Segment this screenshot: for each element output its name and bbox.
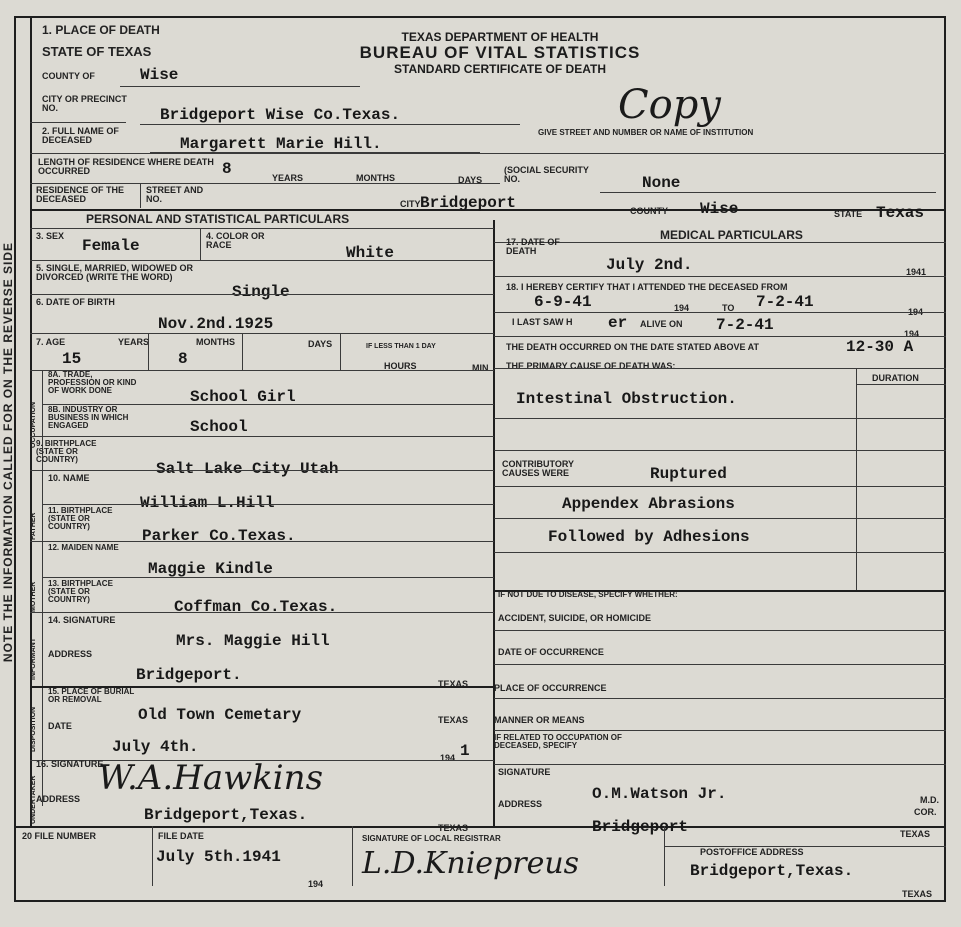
rule-ap bbox=[152, 826, 153, 886]
undertaker-address-label: ADDRESS bbox=[36, 794, 81, 804]
last-saw-suffix-value: er bbox=[608, 314, 628, 332]
from-year-label: 194 bbox=[674, 303, 690, 313]
alive-on-value: 7-2-41 bbox=[716, 316, 774, 334]
time-value: 12-30 A bbox=[846, 338, 914, 356]
less-than-day-label: IF LESS THAN 1 DAY bbox=[366, 343, 436, 350]
rule-am bbox=[494, 698, 946, 699]
date-death-value: July 2nd. bbox=[606, 256, 693, 274]
mother-birthplace-label: 13. BIRTHPLACE (STATE OR COUNTRY) bbox=[48, 579, 113, 604]
min-label: MIN bbox=[472, 363, 489, 373]
not-disease-label: IF NOT DUE TO DISEASE, SPECIFY WHETHER: bbox=[498, 590, 678, 599]
rule-ai bbox=[494, 552, 946, 553]
po-address-label: POSTOFFICE ADDRESS bbox=[700, 847, 804, 857]
primary-cause-value: Intestinal Obstruction. bbox=[516, 390, 737, 408]
rule-t bbox=[30, 541, 494, 542]
rule-ab bbox=[494, 368, 946, 369]
physician-signature-label: SIGNATURE bbox=[498, 767, 551, 777]
residence-length-label: LENGTH OF RESIDENCE WHERE DEATH OCCURRED bbox=[38, 157, 214, 176]
rule-ak bbox=[494, 630, 946, 631]
last-saw-label: I LAST SAW H bbox=[512, 317, 573, 327]
contrib3-value: Followed by Adhesions bbox=[548, 528, 750, 546]
age-years-value: 15 bbox=[62, 350, 82, 368]
months-label: MONTHS bbox=[356, 173, 395, 183]
alive-on-label: ALIVE ON bbox=[640, 319, 683, 329]
rule-r bbox=[30, 470, 494, 471]
rule-aq bbox=[352, 826, 353, 886]
informant-value: Mrs. Maggie Hill bbox=[176, 632, 330, 650]
marital-value: Single bbox=[232, 283, 290, 301]
file-number-label: 20 FILE NUMBER bbox=[22, 831, 97, 841]
undertaker-address-value: Bridgeport,Texas. bbox=[144, 806, 308, 824]
po-texas-label: TEXAS bbox=[902, 889, 933, 899]
contributory-label: CONTRIBUTORY CAUSES WERE bbox=[502, 459, 574, 478]
contrib1-value: Ruptured bbox=[650, 465, 727, 483]
copy-mark: Copy bbox=[618, 82, 721, 128]
res-city-label: CITY bbox=[400, 199, 421, 209]
county-line bbox=[120, 86, 360, 87]
undertaker-vertical-label: UNDERTAKER bbox=[30, 775, 37, 824]
rule-c bbox=[30, 183, 500, 184]
date-death-label: 17. DATE OF DEATH bbox=[506, 237, 560, 256]
rule-u bbox=[42, 577, 494, 578]
years-label: YEARS bbox=[272, 173, 304, 183]
mother-vertical-label: MOTHER bbox=[30, 581, 37, 612]
rule-d bbox=[140, 184, 141, 208]
full-name-label: 2. FULL NAME OF DECEASED bbox=[42, 126, 119, 145]
accident-label: ACCIDENT, SUICIDE, OR HOMICIDE bbox=[498, 613, 652, 623]
registrar-label: SIGNATURE OF LOCAL REGISTRAR bbox=[362, 834, 501, 843]
informant-texas-label: TEXAS bbox=[438, 679, 469, 689]
father-birthplace-label: 11. BIRTHPLACE (STATE OR COUNTRY) bbox=[48, 506, 113, 531]
rule-b bbox=[30, 153, 946, 154]
registrar-signature: L.D.Kniepreus bbox=[362, 846, 580, 881]
burial-label: 15. PLACE OF BURIAL OR REMOVAL bbox=[48, 687, 135, 704]
occupation-vertical-label: OCCUPATION bbox=[30, 401, 37, 448]
rule-g bbox=[200, 228, 201, 260]
age-months-value: 8 bbox=[178, 350, 188, 368]
father-name-label: 10. NAME bbox=[48, 473, 90, 483]
rule-ad bbox=[856, 384, 946, 385]
dept-title: TEXAS DEPARTMENT OF HEALTH bbox=[401, 30, 599, 44]
sex-label: 3. SEX bbox=[36, 231, 65, 241]
manner-label: MANNER OR MEANS bbox=[494, 715, 585, 725]
rule-z bbox=[494, 312, 946, 313]
mother-maiden-value: Maggie Kindle bbox=[148, 560, 273, 578]
industry-label: 8B. INDUSTRY OR BUSINESS IN WHICH ENGAGED bbox=[48, 405, 129, 430]
rule-ao bbox=[494, 764, 946, 765]
birthplace-value: Salt Lake City Utah bbox=[156, 460, 339, 478]
age-months-label: MONTHS bbox=[196, 337, 235, 347]
file-date-label: FILE DATE bbox=[158, 831, 204, 841]
res-state-label: STATE bbox=[834, 209, 863, 219]
cor-label: COR. bbox=[914, 807, 937, 817]
trade-label: 8A. TRADE, PROFESSION OR KIND OF WORK DONE bbox=[48, 370, 137, 395]
informant-address-label: ADDRESS bbox=[48, 649, 93, 659]
place-occurrence-label: PLACE OF OCCURRENCE bbox=[494, 683, 607, 693]
personal-section-header: PERSONAL AND STATISTICAL PARTICULARS bbox=[86, 212, 350, 226]
sex-value: Female bbox=[82, 237, 140, 255]
attended-to-value: 7-2-41 bbox=[756, 293, 814, 311]
social-line bbox=[600, 192, 936, 193]
social-value: None bbox=[642, 174, 681, 192]
residence-years-value: 8 bbox=[222, 160, 232, 178]
res-city-value: Bridgeport bbox=[420, 194, 517, 212]
undertaker-texas-label: TEXAS bbox=[438, 823, 469, 833]
rule-i bbox=[30, 294, 494, 295]
undertaker-signature: W.A.Hawkins bbox=[98, 758, 324, 798]
rule-ag bbox=[494, 486, 946, 487]
footer-divider bbox=[14, 826, 946, 828]
informant-address-value: Bridgeport. bbox=[136, 666, 242, 684]
city-label: CITY OR PRECINCT NO. bbox=[42, 94, 127, 113]
file-year-label: 194 bbox=[308, 879, 324, 889]
rule-aa bbox=[494, 336, 946, 337]
signature14-label: 14. SIGNATURE bbox=[48, 615, 116, 625]
po-address-value: Bridgeport,Texas. bbox=[690, 862, 854, 880]
county-value: Wise bbox=[140, 66, 179, 84]
rule-ae bbox=[494, 418, 946, 419]
contrib2-value: Appendex Abrasions bbox=[562, 495, 735, 513]
related-label: IF RELATED TO OCCUPATION OF DECEASED, SPECIFY bbox=[494, 733, 622, 750]
duration-label: DURATION bbox=[872, 373, 919, 383]
burial-date-value: July 4th. bbox=[112, 738, 199, 756]
primary-cause-label: THE PRIMARY CAUSE OF DEATH WAS: bbox=[506, 361, 676, 371]
rule-m bbox=[340, 334, 341, 370]
city-line bbox=[140, 124, 520, 125]
physician-address-value: Bridgeport bbox=[592, 818, 689, 836]
reverse-side-note: NOTE THE INFORMATION CALLED FOR ON THE REVERSE SIDE bbox=[1, 241, 15, 663]
mother-birthplace-value: Coffman Co.Texas. bbox=[174, 598, 338, 616]
md-label: M.D. bbox=[920, 795, 939, 805]
rule-y bbox=[494, 276, 946, 277]
age-label: 7. AGE bbox=[36, 337, 66, 347]
father-name-value: William L.Hill bbox=[140, 494, 275, 512]
race-value: White bbox=[346, 244, 395, 262]
rule-k bbox=[148, 334, 149, 370]
full-name-value: Margarett Marie Hill. bbox=[180, 135, 382, 153]
rule-a bbox=[30, 122, 126, 123]
marital-label: 5. SINGLE, MARRIED, WIDOWED OR DIVORCED (WRITE THE WORD) bbox=[36, 263, 194, 282]
burial-year-value: 1 bbox=[460, 742, 470, 760]
death-year-value: 1941 bbox=[906, 267, 927, 277]
hours-label: HOURS bbox=[384, 361, 417, 371]
disposition-vertical-label: DISPOSITION bbox=[30, 706, 37, 752]
certify-label: 18. I HEREBY CERTIFY THAT I ATTENDED THE DECEASED FROM bbox=[506, 282, 788, 292]
rule-ah bbox=[494, 518, 946, 519]
social-label: (SOCIAL SECURITY NO. bbox=[504, 165, 589, 184]
file-date-value: July 5th.1941 bbox=[156, 848, 281, 866]
dob-label: 6. DATE OF BIRTH bbox=[36, 297, 115, 307]
days-label: DAYS bbox=[458, 175, 483, 185]
rule-h bbox=[30, 260, 494, 261]
rule-al bbox=[494, 664, 946, 665]
rule-j bbox=[30, 333, 494, 334]
street-note: GIVE STREET AND NUMBER OR NAME OF INSTITUTION bbox=[538, 128, 754, 137]
dob-value: Nov.2nd.1925 bbox=[158, 315, 274, 333]
rule-s bbox=[42, 504, 494, 505]
date-occurrence-label: DATE OF OCCURRENCE bbox=[498, 647, 604, 657]
age-years-label: YEARS bbox=[118, 337, 150, 347]
certificate-title: STANDARD CERTIFICATE OF DEATH bbox=[394, 62, 606, 76]
bureau-title: BUREAU OF VITAL STATISTICS bbox=[359, 43, 641, 62]
attended-from-value: 6-9-41 bbox=[534, 293, 592, 311]
alive-year-label: 194 bbox=[904, 329, 920, 339]
burial-year-label: 194 bbox=[440, 753, 456, 763]
residence-label: RESIDENCE OF THE DECEASED bbox=[36, 185, 125, 204]
medical-section-header: MEDICAL PARTICULARS bbox=[660, 228, 803, 242]
birthplace-label: 9. BIRTHPLACE (STATE OR COUNTRY) bbox=[36, 439, 97, 464]
mother-maiden-label: 12. MAIDEN NAME bbox=[48, 543, 119, 552]
res-state-value: Texas bbox=[876, 204, 925, 222]
physician-texas-label: TEXAS bbox=[900, 829, 931, 839]
burial-date-label: DATE bbox=[48, 721, 72, 731]
rule-q bbox=[30, 436, 494, 437]
rule-l bbox=[242, 334, 243, 370]
street-label: STREET AND NO. bbox=[146, 185, 204, 204]
burial-texas-label: TEXAS bbox=[438, 715, 469, 725]
rule-an bbox=[494, 730, 946, 731]
trade-value: School Girl bbox=[190, 388, 296, 406]
rule-ar bbox=[664, 826, 665, 886]
res-county-label: COUNTY bbox=[630, 206, 668, 216]
informant-vertical-label: INFORMANT bbox=[30, 638, 37, 680]
physician-address-label: ADDRESS bbox=[498, 799, 543, 809]
rule-ac bbox=[856, 368, 857, 590]
to-label: TO bbox=[722, 303, 735, 313]
father-vertical-label: FATHER bbox=[30, 512, 37, 540]
to-year-label: 194 bbox=[908, 307, 924, 317]
father-birthplace-value: Parker Co.Texas. bbox=[142, 527, 296, 545]
age-days-label: DAYS bbox=[308, 339, 333, 349]
color-label: 4. COLOR OR RACE bbox=[206, 231, 265, 250]
rule-af bbox=[494, 450, 946, 451]
city-value: Bridgeport Wise Co.Texas. bbox=[160, 106, 401, 124]
rule-e bbox=[30, 228, 494, 229]
state-label: STATE OF TEXAS bbox=[42, 44, 152, 59]
industry-value: School bbox=[190, 418, 248, 436]
physician-value: O.M.Watson Jr. bbox=[592, 785, 727, 803]
rule-v bbox=[30, 612, 494, 613]
burial-value: Old Town Cemetary bbox=[138, 706, 302, 724]
res-county-value: Wise bbox=[700, 200, 739, 218]
place-of-death-label: 1. PLACE OF DEATH bbox=[42, 23, 160, 37]
signature16-label: 16. SIGNATURE bbox=[36, 759, 104, 769]
death-occurred-label: THE DEATH OCCURRED ON THE DATE STATED ABOVE AT bbox=[506, 342, 759, 352]
county-label: COUNTY OF bbox=[42, 71, 95, 81]
